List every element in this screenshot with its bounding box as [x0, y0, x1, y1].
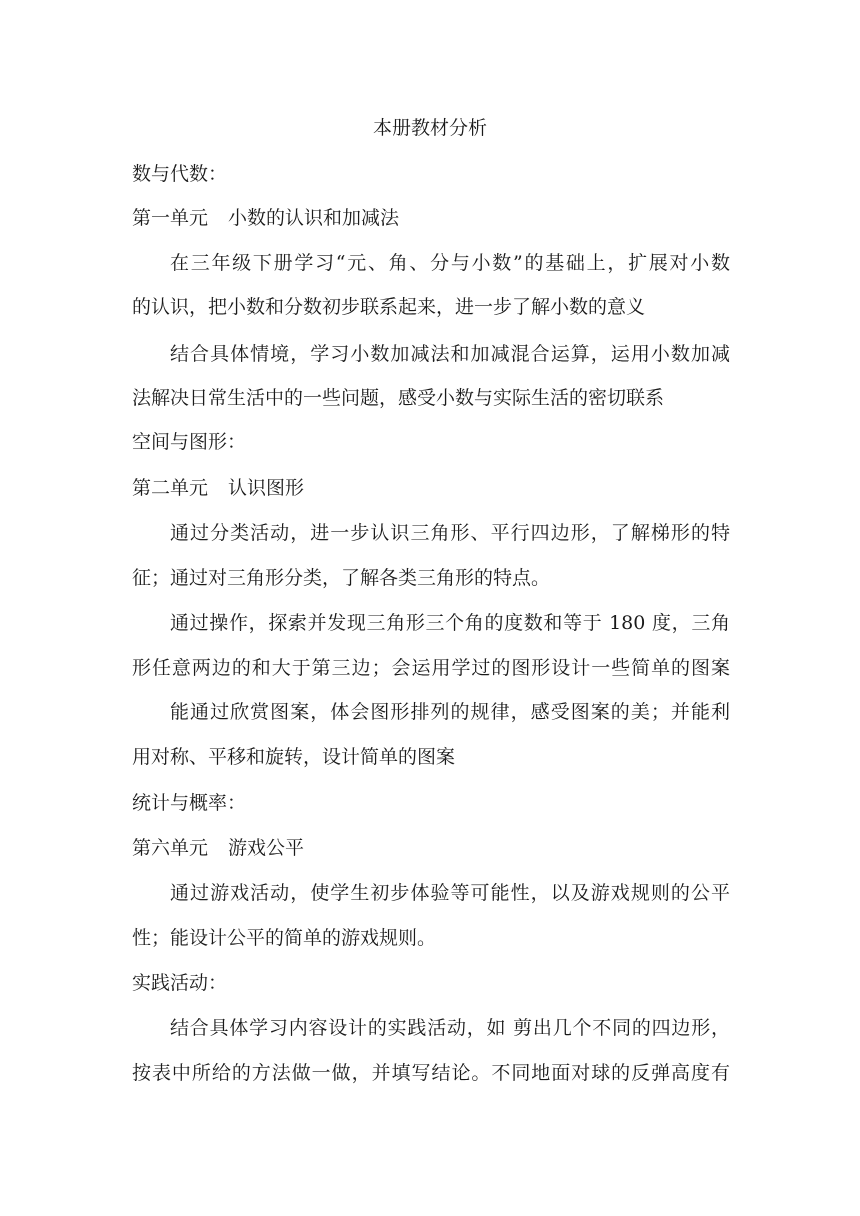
paragraph-line: 的认识，把小数和分数初步联系起来，进一步了解小数的意义 [132, 296, 646, 318]
paragraph-line: 形任意两边的和大于第三边；会运用学过的图形设计一些简单的图案 [132, 657, 730, 679]
paragraph-line: 按表中所给的方法做一做，并填写结论。不同地面对球的反弹高度有 [132, 1062, 730, 1084]
paragraph-line: 通过游戏活动，使学生初步体验等可能性，以及游戏规则的公平 [170, 882, 730, 904]
unit-name: 小数的认识和加减法 [228, 207, 400, 229]
section-label-number-algebra: 数与代数： [132, 163, 228, 185]
page-title: 本册教材分析 [372, 117, 487, 139]
paragraph-line: 结合具体情境，学习小数加减法和加减混合运算，运用小数加减 [170, 343, 730, 365]
unit-name: 游戏公平 [228, 837, 305, 859]
paragraph-line: 能通过欣赏图案，体会图形排列的规律，感受图案的美；并能利 [170, 701, 730, 723]
paragraph-line: 在三年级下册学习“元、角、分与小数”的基础上，扩展对小数 [170, 252, 730, 274]
paragraph-line: 法解决日常生活中的一些问题，感受小数与实际生活的密切联系 [132, 387, 665, 409]
paragraph-line: 用对称、平移和旋转，设计简单的图案 [132, 746, 456, 768]
paragraph-line: 通过分类活动，进一步认识三角形、平行四边形，了解梯形的特 [170, 522, 730, 544]
unit-number: 第一单元 [132, 207, 209, 229]
paragraph-line: 结合具体学习内容设计的实践活动，如 剪出几个不同的四边形， [170, 1017, 730, 1039]
section-label-practice-activity: 实践活动： [132, 972, 228, 994]
section-label-statistics-probability: 统计与概率： [132, 792, 247, 814]
paragraph-line: 性；能设计公平的简单的游戏规则。 [132, 927, 437, 949]
unit-heading-2 [132, 476, 304, 500]
unit-number: 第六单元 [132, 837, 209, 859]
unit-heading-1 [132, 206, 399, 230]
section-label-space-geometry: 空间与图形： [132, 431, 247, 453]
paragraph-line: 征；通过对三角形分类，了解各类三角形的特点。 [132, 567, 551, 589]
unit-number: 第二单元 [132, 477, 209, 499]
unit-name: 认识图形 [228, 477, 305, 499]
paragraph-line: 通过操作，探索并发现三角形三个角的度数和等于 180 度，三角 [170, 612, 730, 634]
unit-heading-6 [132, 836, 304, 860]
